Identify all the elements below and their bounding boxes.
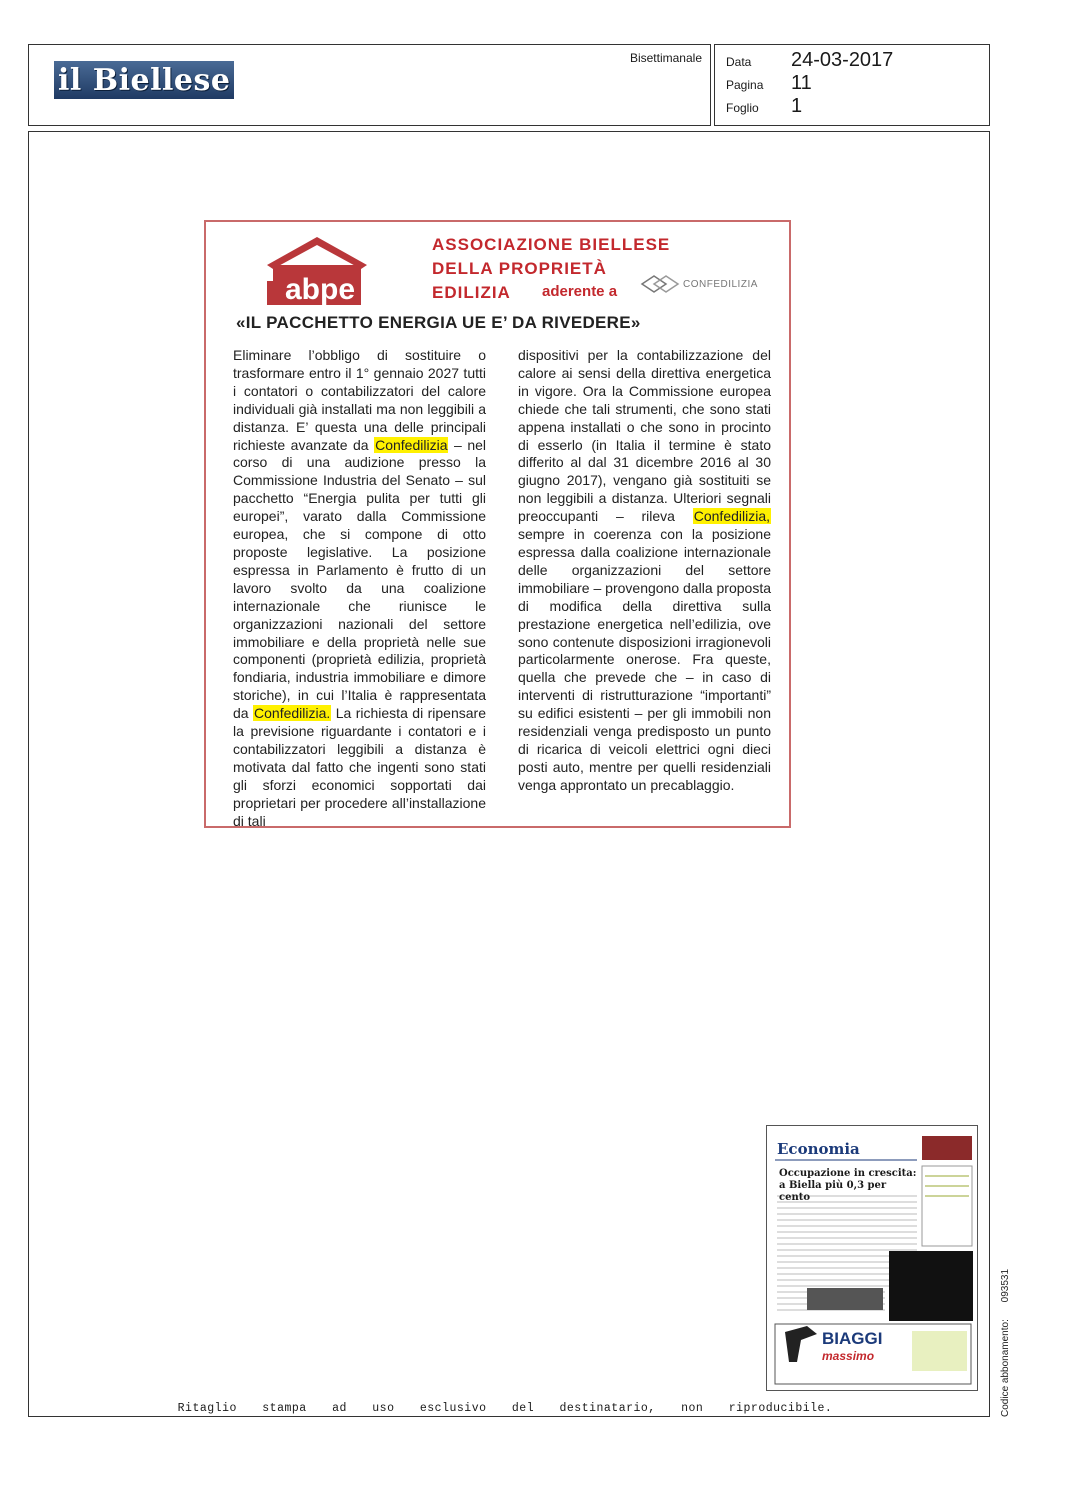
col1-text-3: La richiesta di ripensare la previsione riguardante i contatori e i contabilizzatori leggibili a distanza è motivata dal fatto che ingenti sono stati gli sforzi economici sopportati dai proprietari per procedere all’installazione di tali bbox=[233, 705, 486, 829]
header-left-box bbox=[28, 44, 711, 126]
subscription-label: Codice abbonamento: bbox=[1000, 1319, 1011, 1417]
thumb-headline: Occupazione in crescita: a Biella più 0,3 per cento bbox=[779, 1168, 917, 1203]
confedilizia-logo bbox=[640, 274, 758, 294]
article-column-1 bbox=[233, 347, 486, 830]
sheet-row bbox=[726, 95, 802, 118]
subscription-value: 093531 bbox=[1000, 1268, 1011, 1303]
org-line-1: ASSOCIAZIONE BIELLESE bbox=[432, 235, 671, 254]
newspaper-logo: il Biellese bbox=[54, 61, 234, 99]
date-row bbox=[726, 49, 893, 72]
date-value: 24-03-2017 bbox=[791, 49, 894, 71]
abpe-house-logo bbox=[265, 235, 369, 305]
thumb-section-title: Economia bbox=[777, 1140, 860, 1158]
confedilizia-mark-icon bbox=[640, 274, 680, 294]
highlight-confedilizia: Confedilizia. bbox=[254, 705, 331, 722]
org-line-2: DELLA PROPRIETÀ bbox=[432, 259, 607, 278]
subscription-code bbox=[1000, 1269, 1011, 1417]
col1-text-1: Eliminare l’obbligo di sostituire o trasformare entro il 1° gennaio 2027 tutti i contatori o contabilizzatori del calore individuali già installati ma non leggibili a distanza. E’ questa una delle principali richieste avanzate da bbox=[233, 347, 486, 453]
sheet-value: 1 bbox=[791, 95, 803, 117]
thumb-ad-sub: massimo bbox=[822, 1349, 875, 1363]
article-clipping bbox=[204, 220, 791, 828]
thumb-ad-name: BIAGGI bbox=[822, 1329, 883, 1348]
org-line-3: EDILIZIA bbox=[432, 283, 511, 302]
date-label: Data bbox=[726, 55, 752, 69]
col2-text-2: sempre in coerenza con la posizione espressa dalla coalizione internazionale delle organizzazioni del settore immobiliare – provengono dalla proposta di modifica della direttiva sulla prestazione energetica nell’edilizia, ove sono contenute disposizioni irragionevoli particolarmente onerose. Fra queste, quella che prevede che – in caso di interventi di ristrutturazione “importanti” su edifici esistenti – per gli immobili non residenziali venga predisposto un punto di ricarica di veicoli elettrici ogni dieci posti auto, mentre per quelli residenziali venga approntato un precablaggio. bbox=[518, 526, 771, 793]
page-row bbox=[726, 72, 812, 95]
page-value: 11 bbox=[791, 72, 812, 94]
article-column-2 bbox=[518, 347, 771, 795]
header-meta-box bbox=[714, 44, 990, 126]
confedilizia-logo-text: CONFEDILIZIA bbox=[683, 278, 758, 290]
sheet-label: Foglio bbox=[726, 101, 759, 115]
frequency-label: Bisettimanale bbox=[629, 51, 702, 65]
highlight-confedilizia: Confedilizia bbox=[375, 436, 448, 453]
aderente-label: aderente a bbox=[542, 283, 618, 300]
article-headline: «IL PACCHETTO ENERGIA UE E’ DA RIVEDERE» bbox=[236, 313, 641, 332]
page-label: Pagina bbox=[726, 78, 764, 92]
abpe-logo-text: abpe bbox=[284, 273, 356, 305]
highlight-confedilizia: Confedilizia, bbox=[693, 508, 771, 525]
col2-text-1: dispositivi per la contabilizzazione del calore ai sensi della direttiva energetica in vigore. Ora la Commissione europea chiede che tali strumenti, che sono stati appena installati o che sono in procinto di esserlo (in Italia il termine è stato differito al dal 31 dicembre 2016 al 30 giugno 2017), vengano già sostituiti se non leggibili a distanza. Ulteriori segnali preoccupanti – rileva bbox=[518, 347, 771, 525]
disclaimer-footer: Ritaglio stampa ad uso esclusivo del destinatario, non riproducibile. bbox=[177, 1402, 833, 1415]
col1-text-2: – nel corso di una audizione presso la Commissione Industria del Senato – sul pacchetto “Energia pulita per tutti gli europei”, varato dalla Commissione europea, che si compone di otto proposte legislative. La posizione espressa in Parlamento è frutto di un lavoro svolto da una coalizione internazionale che riunisce le organizzazioni nazionali del settore immobiliare e della proprietà nelle sue componenti (proprietà edilizia, proprietà fondiaria, industria immobiliare e dimore storiche), in cui l’Italia è rappresentata da bbox=[233, 436, 487, 722]
page-thumbnail bbox=[766, 1125, 978, 1391]
